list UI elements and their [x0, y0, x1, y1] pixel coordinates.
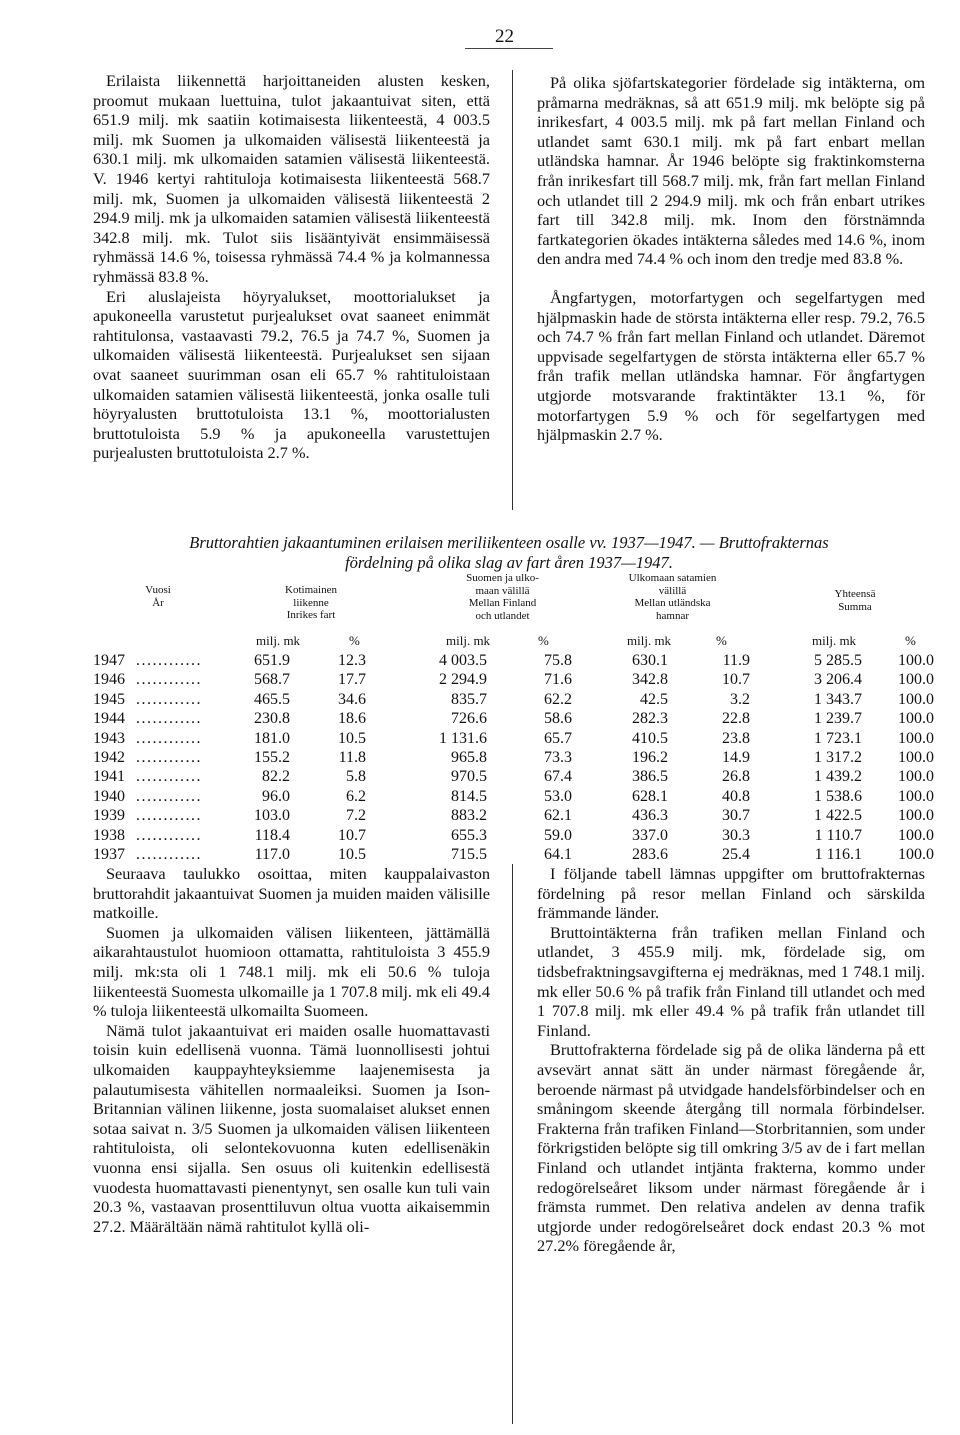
value-cell: 18.6: [338, 710, 366, 728]
value-cell: 53.0: [544, 787, 572, 805]
value-cell: 11.9: [722, 652, 750, 669]
table-row: [93, 710, 933, 730]
value-cell: 100.0: [898, 787, 934, 805]
header-finland-abroad: Suomen ja ulko- maan välillä Mellan Finland och utlandet: [466, 572, 539, 622]
value-cell: 100.0: [898, 749, 934, 766]
value-cell: 100.0: [898, 826, 934, 844]
value-cell: 655.3: [451, 826, 487, 844]
value-cell: 726.6: [451, 710, 487, 728]
year-cell: 1940: [93, 787, 125, 805]
column-divider: [512, 864, 513, 1424]
value-cell: 59.0: [544, 826, 572, 844]
page-number-rule: [465, 48, 553, 49]
value-cell: 10.7: [722, 671, 750, 689]
year-cell: 1947: [93, 652, 125, 669]
year-cell: 1938: [93, 826, 125, 844]
year-cell: 1939: [93, 807, 125, 825]
table-row: [93, 652, 933, 672]
value-cell: 6.2: [346, 787, 366, 805]
value-cell: 4 003.5: [439, 652, 487, 669]
value-cell: 14.9: [722, 749, 750, 766]
value-cell: 5.8: [346, 768, 366, 786]
year-cell: 1937: [93, 846, 125, 863]
finnish-text-top: [93, 71, 490, 463]
value-cell: 10.7: [338, 826, 366, 844]
value-cell: 628.1: [632, 787, 668, 805]
leader-dots: ............: [136, 729, 202, 747]
value-cell: 965.8: [451, 749, 487, 766]
year-cell: 1946: [93, 671, 125, 689]
table-row: [93, 691, 933, 711]
unit-label: milj. mk: [627, 633, 672, 648]
value-cell: 100.0: [898, 710, 934, 728]
value-cell: 67.4: [544, 768, 572, 786]
value-cell: 73.3: [544, 749, 572, 766]
leader-dots: ............: [136, 787, 202, 805]
value-cell: 64.1: [544, 846, 572, 863]
value-cell: 970.5: [451, 768, 487, 786]
value-cell: 26.8: [722, 768, 750, 786]
leader-dots: ............: [136, 768, 202, 786]
value-cell: 283.6: [632, 846, 668, 863]
value-cell: 62.1: [544, 807, 572, 825]
value-cell: 65.7: [544, 729, 572, 747]
value-cell: 1 317.2: [814, 749, 862, 766]
leader-dots: ............: [136, 749, 202, 766]
header-domestic: Kotimainen liikenne Inrikes fart: [285, 584, 337, 621]
paragraph: Ångfartygen, motorfartygen och segelfartygen med hjälpmaskin hade de största intäkterna eller resp. 79.2, 76.5 och 74.7 % från fart mellan Finland och utlandet. Däremot uppvisade segelfartygen de största intäkterna eller 65.7 % från trafik mellan utländska hamnar. För ångfartygen utgjorde motsvarande fraktintäkter 13.1 %, för motorfartygen 5.9 % och för segelfartygen med hjälpmaskin 2.7 %.: [537, 287, 925, 445]
paragraph: Seuraava taulukko osoittaa, miten kauppalaivaston bruttorahdit jakaantuivat Suomen ja muiden maiden välisille matkoille.: [93, 864, 490, 923]
caption-line: Bruttorahtien jakaantuminen erilaisen meriliikenteen osalle vv. 1937—1947. — Bruttofrakternas: [189, 533, 829, 552]
value-cell: 3 206.4: [814, 671, 862, 689]
table-row: [93, 846, 933, 866]
value-cell: 1 116.1: [814, 846, 862, 863]
unit-label: milj. mk: [256, 633, 301, 648]
value-cell: 2 294.9: [439, 671, 487, 689]
value-cell: 100.0: [898, 652, 934, 669]
leader-dots: ............: [136, 690, 202, 708]
value-cell: 30.3: [722, 826, 750, 844]
value-cell: 814.5: [451, 787, 487, 805]
caption-line: fördelning på olika slag av fart åren 1937—1947.: [345, 552, 673, 572]
table-row: [93, 730, 933, 750]
column-divider: [512, 70, 513, 510]
value-cell: 883.2: [451, 807, 487, 825]
value-cell: 11.8: [338, 749, 366, 766]
value-cell: 465.5: [254, 690, 290, 708]
paragraph: På olika sjöfartskategorier fördelade sig intäkterna, om pråmarna medräknas, så att 651.9 milj. mk belöpte sig på inrikesfart, 4 003.5 milj. mk på fart mellan Finland och utlandet samt 630.1 milj. mk på fart enbart mellan utländska hamnar. År 1946 belöpte sig fraktinkomsterna från inrikesfart till 568.7 milj. mk, från fart mellan Finland och utlandet till 2 294.9 milj. mk och från enbart utrikes fart till 342.8 milj. mk. Inom den förstnämnda fartkategorien ökades intäkterna således med 14.6 %, inom den andra med 74.4 % och inom den tredje med 83.8 %.: [537, 73, 925, 269]
leader-dots: ............: [136, 826, 202, 844]
finnish-text-bottom: [93, 864, 490, 1236]
value-cell: 386.5: [632, 768, 668, 786]
value-cell: 40.8: [722, 787, 750, 805]
value-cell: 1 239.7: [814, 710, 862, 728]
header-total: Yhteensä Summa: [834, 588, 876, 613]
unit-label: %: [349, 633, 360, 648]
year-cell: 1943: [93, 729, 125, 747]
value-cell: 17.7: [338, 671, 366, 689]
paragraph: Erilaista liikennettä harjoittaneiden alusten kesken, proomut mukaan luettuina, tulot jakaantuivat siten, että 651.9 milj. mk saatiin kotimaisesta liikenteestä, 4 003.5 milj. mk Suomen ja ulkomaiden välisestä liikenteestä ja 630.1 milj. mk ulkomaiden satamien välisestä liikenteestä. V. 1946 kertyi rahtituloja kotimaisesta liikenteestä 568.7 milj. mk, Suomen ja ulkomaiden välisestä liikenteestä 2 294.9 milj. mk ja ulkomaiden satamien välisestä liikenteestä 342.8 milj. mk. Tulot siis lisääntyivät ensimmäisessä ryhmässä 14.6 %, toisessa ryhmässä 74.4 % ja kolmannessa ryhmässä 83.8 %.: [93, 71, 490, 286]
leader-dots: ............: [136, 846, 202, 863]
leader-dots: ............: [136, 710, 202, 728]
header-foreign-ports: Ulkomaan satamien välillä Mellan utländska hamnar: [628, 572, 717, 622]
value-cell: 1 538.6: [814, 787, 862, 805]
year-cell: 1944: [93, 710, 125, 728]
value-cell: 42.5: [640, 690, 668, 708]
table-row: [93, 768, 933, 788]
value-cell: 1 131.6: [439, 729, 487, 747]
value-cell: 100.0: [898, 807, 934, 825]
value-cell: 5 285.5: [814, 652, 862, 669]
value-cell: 155.2: [254, 749, 290, 766]
value-cell: 7.2: [346, 807, 366, 825]
year-cell: 1941: [93, 768, 125, 786]
value-cell: 96.0: [262, 787, 290, 805]
paragraph: Eri aluslajeista höyryalukset, moottorialukset ja apukoneella varustetut purjealukset ovat saaneet enimmät rahtitulonsa, vastaavasti 79.2, 76.5 ja 74.7 %, Suomen ja ulkomaiden välisestä liikenteestä. Purjealukset sen sijaan ovat saaneet suurimman osan eli 65.7 % rahtituloistaan ulkomaiden satamien välisestä liikenteestä, jonka osalle tuli höyryalusten bruttotuloista 13.1 %, moottorialusten bruttotuloista 5.9 % ja apukoneella varustettujen purjealusten bruttotuloista 2.7 %.: [93, 286, 490, 463]
value-cell: 1 110.7: [814, 826, 862, 844]
value-cell: 1 422.5: [814, 807, 862, 825]
table-row: [93, 827, 933, 847]
header-year: Vuosi År: [145, 584, 171, 609]
value-cell: 118.4: [254, 826, 290, 844]
value-cell: 715.5: [451, 846, 487, 863]
value-cell: 196.2: [632, 749, 668, 766]
value-cell: 568.7: [254, 671, 290, 689]
unit-label: milj. mk: [812, 633, 857, 648]
table-row: [93, 749, 933, 769]
value-cell: 630.1: [632, 652, 668, 669]
page-number: 22: [495, 26, 514, 47]
value-cell: 100.0: [898, 671, 934, 689]
value-cell: 62.2: [544, 690, 572, 708]
swedish-text-bottom: [537, 864, 925, 1256]
unit-label: %: [905, 633, 916, 648]
leader-dots: ............: [136, 807, 202, 825]
value-cell: 71.6: [544, 671, 572, 689]
value-cell: 100.0: [898, 846, 934, 863]
value-cell: 34.6: [338, 690, 366, 708]
unit-label: %: [538, 633, 549, 648]
leader-dots: ............: [136, 671, 202, 689]
value-cell: 1 723.1: [814, 729, 862, 747]
value-cell: 75.8: [544, 652, 572, 669]
value-cell: 30.7: [722, 807, 750, 825]
paragraph: Suomen ja ulkomaiden välisen liikenteen, jättämällä aikarahtaustulot huomioon ottamatta, rahtituloista 3 455.9 milj. mk:sta oli 1 748.1 milj. mk eli 50.6 % tuloja liikenteestä Suomesta ulkomaille ja 1 707.8 milj. mk eli 49.4 % tuloja liikenteestä ulkomailta Suomeen.: [93, 922, 490, 1021]
value-cell: 10.5: [338, 729, 366, 747]
value-cell: 282.3: [632, 710, 668, 728]
paragraph: Bruttointäkterna från trafiken mellan Finland och utlandet, 3 455.9 milj. mk, fördelade sig, om tidsbefraktningsavgifterna ej medräknas, med 1 748.1 milj. mk eller 50.6 % på trafik från Finland till utlandet och med 1 707.8 milj. mk eller 49.4 % på trafik från utlandet till Finland.: [537, 922, 925, 1040]
value-cell: 342.8: [632, 671, 668, 689]
value-cell: 25.4: [722, 846, 750, 863]
value-cell: 835.7: [451, 690, 487, 708]
table-row: [93, 807, 933, 827]
paragraph: Nämä tulot jakaantuivat eri maiden osalle huomattavasti toisin kuin edellisenä vuonna. Tämä luonnollisesti johtui ulkomaiden kauppayhteyksiemme laajenemisesta ja palautumisesta vähitellen normaaleiksi. Suomen ja Ison-Britannian välinen liikenne, josta suomalaiset alukset ennen sotaa saivat n. 3/5 Suomen ja ulkomaiden välisen liikenteen rahtituloista, oli selontekovuonna kuten edellisenäkin vuonna ensi sijalla. Sen osuus oli kuitenkin edellisestä vuodesta huomattavasti pienentynyt, sen osalle kun tuli vain 20.3 %, vastaavan prosenttiluvun oltua vuotta aikaisemmin 27.2. Määrältään nämä rahtitulot kyllä oli-: [93, 1020, 490, 1236]
value-cell: 100.0: [898, 768, 934, 786]
paragraph: I följande tabell lämnas uppgifter om bruttofrakternas fördelning på resor mellan Finland och särskilda främmande länder.: [537, 864, 925, 923]
value-cell: 410.5: [632, 729, 668, 747]
value-cell: 230.8: [254, 710, 290, 728]
value-cell: 436.3: [632, 807, 668, 825]
value-cell: 337.0: [632, 826, 668, 844]
paragraph: Bruttofrakterna fördelade sig på de olika länderna på ett avsevärt annat sätt än under närmast föregående år, beroende närmast på utvidgade handelsförbindelser och en småningom skeende återgång till normala förbindelser. Frakterna från trafiken Finland—Storbritannien, som under förkrigstiden belöpte sig till omkring 3/5 av de i fart mellan Finland och utlandet intjänta frakterna, kommo under redogörelseåret liksom under närmast föregående år i främsta rummet. Den relativa andelen av denna trafik utgjorde under redogörelseåret dock endast 20.3 % mot 27.2% föregående år,: [537, 1040, 925, 1256]
unit-label: milj. mk: [446, 633, 491, 648]
value-cell: 651.9: [254, 652, 290, 669]
value-cell: 103.0: [254, 807, 290, 825]
value-cell: 10.5: [338, 846, 366, 863]
value-cell: 181.0: [254, 729, 290, 747]
value-cell: 58.6: [544, 710, 572, 728]
value-cell: 1 439.2: [814, 768, 862, 786]
value-cell: 1 343.7: [814, 690, 862, 708]
unit-label: %: [716, 633, 727, 648]
value-cell: 23.8: [722, 729, 750, 747]
swedish-text-top: [537, 73, 925, 445]
year-cell: 1942: [93, 749, 125, 766]
year-cell: 1945: [93, 690, 125, 708]
table-row: [93, 671, 933, 691]
table-caption: [93, 533, 925, 572]
value-cell: 3.2: [730, 690, 750, 708]
value-cell: 22.8: [722, 710, 750, 728]
table-row: [93, 788, 933, 808]
value-cell: 82.2: [262, 768, 290, 786]
value-cell: 117.0: [254, 846, 290, 863]
value-cell: 100.0: [898, 690, 934, 708]
leader-dots: ............: [136, 652, 202, 669]
value-cell: 100.0: [898, 729, 934, 747]
value-cell: 12.3: [338, 652, 366, 669]
